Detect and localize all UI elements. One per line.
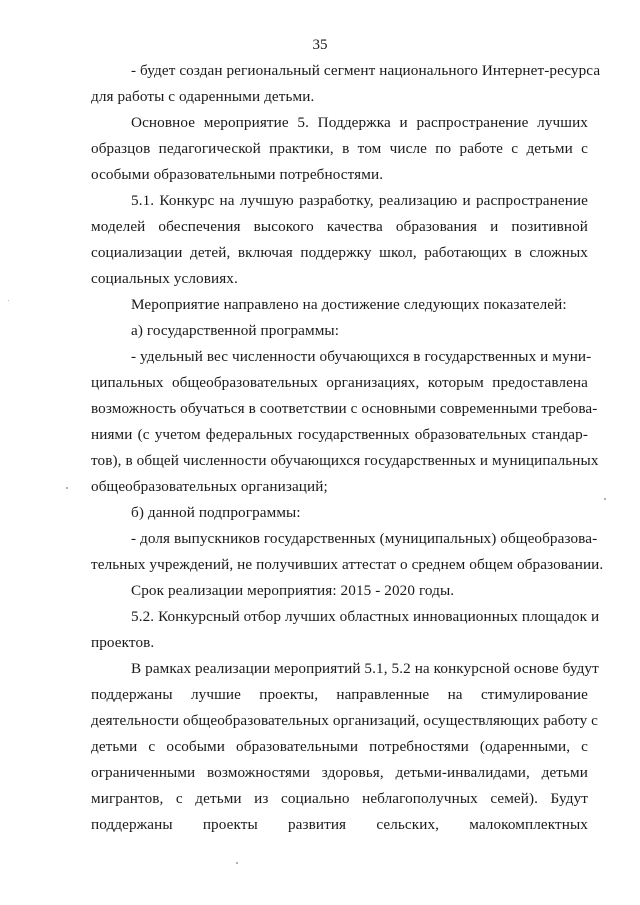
text-line: мигрантов, с детьми из социально неблагополучных семей). Будут [91, 790, 588, 807]
text-line: поддержаны лучшие проекты, направленные на стимулирование [91, 686, 588, 703]
text-line: 5.2. Конкурсный отбор лучших областных инновационных площадок и [131, 608, 600, 625]
text-line: Срок реализации мероприятия: 2015 - 2020 годы. [131, 582, 455, 599]
text-line: социальных условиях. [91, 270, 238, 287]
text-line: ципальных общеобразовательных организациях, которым предоставлена [91, 374, 588, 391]
text-line: тельных учреждений, не получивших аттестат о среднем общем образовании. [91, 556, 604, 573]
text-line: б) данной подпрограммы: [131, 504, 301, 521]
text-line: моделей обеспечения высокого качества образования и позитивной [91, 218, 588, 235]
text-line: проектов. [91, 634, 155, 651]
text-line: Мероприятие направлено на достижение следующих показателей: [131, 296, 567, 313]
text-line: ниями (с учетом федеральных государственных образовательных стандар- [91, 426, 588, 443]
scan-speck [8, 300, 9, 301]
text-line: ограниченными возможностями здоровья, детьми-инвалидами, детьми [91, 764, 588, 781]
page-number: 35 [312, 37, 328, 53]
text-line: особыми образовательными потребностями. [91, 166, 384, 183]
text-line: - удельный вес численности обучающихся в государственных и муни- [131, 348, 592, 365]
scan-speck [66, 487, 68, 489]
text-line: поддержаны проекты развития сельских, малокомплектных [91, 816, 588, 833]
text-line: детьми с особыми образовательными потребностями (одаренными, с [91, 738, 588, 755]
text-line: В рамках реализации мероприятий 5.1, 5.2 на конкурсной основе будут [131, 660, 599, 677]
text-line: общеобразовательных организаций; [91, 478, 328, 495]
text-line: а) государственной программы: [131, 322, 340, 339]
text-line: тов), в общей численности обучающихся государственных и муниципальных [91, 452, 599, 469]
text-line: образцов педагогической практики, в том числе по работе с детьми с [91, 140, 588, 157]
text-line: - будет создан региональный сегмент национального Интернет-ресурса [131, 62, 601, 79]
scan-speck [236, 862, 238, 864]
text-line: Основное мероприятие 5. Поддержка и распространение лучших [131, 114, 588, 131]
text-line: - доля выпускников государственных (муниципальных) общеобразова- [131, 530, 598, 547]
text-line: социализации детей, включая поддержку школ, работающих в сложных [91, 244, 588, 261]
text-line: для работы с одаренными детьми. [91, 88, 315, 105]
text-line: деятельности общеобразовательных организаций, осуществляющих работу с [91, 712, 599, 729]
text-line: 5.1. Конкурс на лучшую разработку, реализацию и распространение [131, 192, 588, 209]
text-line: возможность обучаться в соответствии с основными современными требова- [91, 400, 598, 417]
scan-speck [604, 498, 606, 500]
